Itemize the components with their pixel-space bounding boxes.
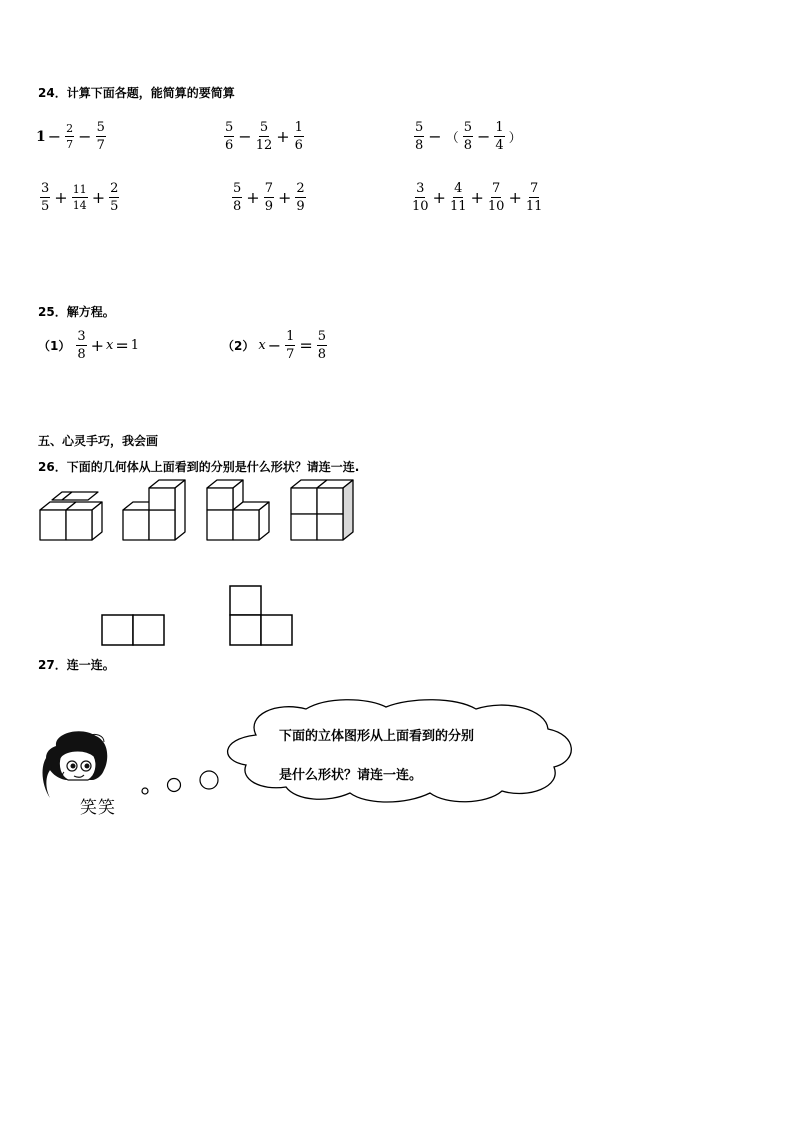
character-name-label: 笑笑 — [80, 798, 116, 818]
solid-3 — [207, 480, 269, 540]
q24-expr-6: $\frac{3}{10}$ + $\frac{4}{11}$ + $\frac{7}{10}$ + $\frac{7}{11}$ — [412, 181, 543, 214]
q25-equation-2: （2） x − $\frac{1}{7}$ = $\frac{5}{8}$ — [222, 329, 327, 362]
top-view-l-shape — [230, 586, 292, 645]
q24-expr-1: 1 − $\frac{2}{7}$ − $\frac{5}{7}$ — [36, 120, 105, 153]
q24-expr-3: $\frac{5}{8}$ − （ $\frac{5}{8}$ − $\frac{1}{4}$ ） — [415, 120, 522, 153]
q26-title: 26．下面的几何体从上面看到的分别是什么形状？请连一连. — [38, 460, 360, 474]
section-5-title: 五、心灵手巧，我会画 — [38, 434, 159, 448]
top-view-shapes — [98, 583, 298, 649]
q25-equation-1: （1） $\frac{3}{8}$ + x = 1 — [38, 329, 140, 362]
speech-cloud-bubble — [216, 695, 584, 807]
bubble-text-line-2: 是什么形状？请连一连。 — [279, 768, 423, 783]
q25-title: 25．解方程。 — [38, 305, 115, 319]
solid-4 — [291, 480, 353, 540]
top-view-two-squares — [102, 615, 164, 645]
thought-dots — [138, 765, 222, 797]
q27-title: 27．连一连。 — [38, 658, 115, 672]
q24-expr-2: $\frac{5}{6}$ − $\frac{5}{12}$ + $\frac{1}{6}$ — [225, 120, 303, 153]
solid-1 — [40, 492, 102, 540]
cube-solids-figure — [30, 475, 360, 547]
q24-title: 24．计算下面各题，能简算的要简算 — [38, 86, 235, 100]
solid-2 — [123, 480, 185, 540]
q24-expr-5: $\frac{5}{8}$ + $\frac{7}{9}$ + $\frac{2}{9}$ — [233, 181, 305, 214]
q24-expr-4: $\frac{3}{5}$ + $\frac{11}{14}$ + $\frac{2}{5}$ — [41, 181, 119, 214]
bubble-text-line-1: 下面的立体图形从上面看到的分别 — [279, 729, 475, 744]
